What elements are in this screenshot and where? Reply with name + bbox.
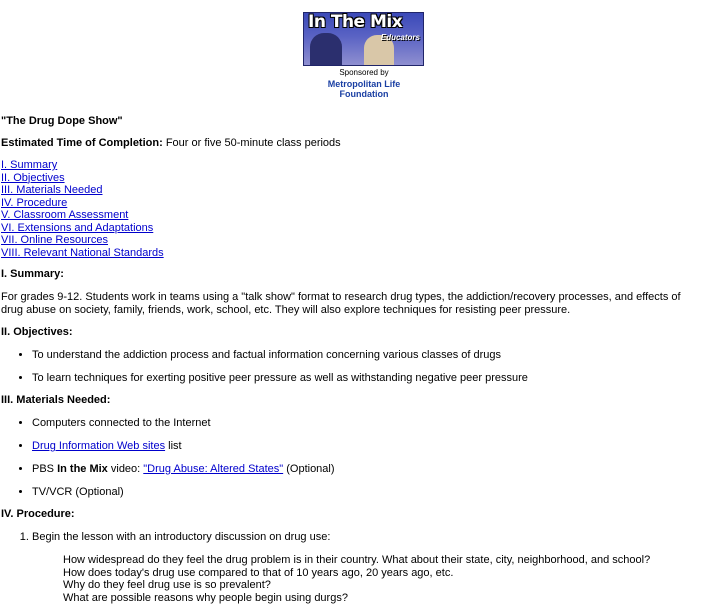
list-item: • Computers connected to the Internet bbox=[32, 417, 699, 430]
sponsor-logo[interactable] bbox=[300, 79, 428, 99]
list-item: • To learn techniques for exerting positive peer pressure as well as withstanding negative peer pressure bbox=[32, 372, 699, 385]
procedure-heading: IV. Procedure: bbox=[1, 508, 699, 521]
summary-text: For grades 9-12. Students work in teams using a "talk show" format to research drug types, the addiction/recovery processes, and effects of drug abuse on society, family, friends, work, school, etc. They will also explore techniques for resisting peer pressure. bbox=[1, 291, 699, 317]
item-text: (Optional) bbox=[283, 463, 334, 475]
toc-link-materials[interactable]: III. Materials Needed bbox=[1, 184, 699, 197]
objectives-heading: II. Objectives: bbox=[1, 326, 699, 339]
table-of-contents bbox=[1, 159, 699, 259]
question-item: What are possible reasons why people begin using durgs? bbox=[63, 592, 699, 604]
list-item: • TV/VCR (Optional) bbox=[32, 486, 699, 499]
sponsored-by-label: Sponsored by bbox=[300, 68, 428, 77]
toc-link-assessment[interactable]: V. Classroom Assessment bbox=[1, 209, 699, 222]
summary-heading: I. Summary: bbox=[1, 268, 699, 281]
estimated-time-label: Estimated Time of Completion: bbox=[1, 137, 163, 149]
toc-link-online-resources[interactable]: VII. Online Resources bbox=[1, 234, 699, 247]
logo-subtitle: Educators bbox=[381, 31, 420, 44]
procedure-step bbox=[32, 531, 699, 604]
toc-link-standards[interactable]: VIII. Relevant National Standards bbox=[1, 247, 699, 260]
sponsor-name-line2: Foundation bbox=[300, 89, 428, 99]
item-text: PBS bbox=[32, 463, 57, 475]
in-the-mix-logo[interactable] bbox=[303, 12, 424, 66]
drug-info-sites-link[interactable]: Drug Information Web sites bbox=[32, 440, 165, 452]
toc-link-extensions[interactable]: VI. Extensions and Adaptations bbox=[1, 222, 699, 235]
objectives-list bbox=[1, 349, 699, 385]
step-text: Begin the lesson with an introductory discussion on drug use: bbox=[32, 531, 330, 543]
toc-link-procedure[interactable]: IV. Procedure bbox=[1, 197, 699, 210]
list-item bbox=[32, 463, 699, 476]
estimated-time bbox=[1, 137, 699, 150]
item-text: list bbox=[165, 440, 182, 452]
banner-photo-person bbox=[310, 33, 342, 66]
list-item: • To understand the addiction process and factual information concerning various classes of drugs bbox=[32, 349, 699, 362]
show-name: In the Mix bbox=[57, 463, 108, 475]
question-item: How does today's drug use compared to that of 10 years ago, 20 years ago, etc. bbox=[63, 567, 699, 580]
sponsor-block bbox=[300, 68, 428, 99]
video-link[interactable]: "Drug Abuse: Altered States" bbox=[143, 463, 283, 475]
toc-link-summary[interactable]: I. Summary bbox=[1, 159, 699, 172]
materials-heading: III. Materials Needed: bbox=[1, 394, 699, 407]
procedure-list bbox=[1, 531, 699, 604]
question-item: Why do they feel drug use is so prevalent? bbox=[63, 579, 699, 592]
page-title: "The Drug Dope Show" bbox=[1, 115, 699, 128]
question-item: How widespread do they feel the drug problem is in their country. What about their state, city, neighborhood, and school? bbox=[63, 554, 699, 567]
discussion-questions bbox=[63, 554, 699, 604]
sponsor-name-line1: Metropolitan Life bbox=[300, 79, 428, 89]
toc-link-objectives[interactable]: II. Objectives bbox=[1, 172, 699, 185]
item-text: video: bbox=[108, 463, 143, 475]
estimated-time-value: Four or five 50-minute class periods bbox=[163, 137, 341, 149]
materials-list bbox=[1, 417, 699, 499]
lesson-content bbox=[1, 115, 699, 604]
logo-title: In The Mix bbox=[308, 12, 402, 32]
list-item bbox=[32, 440, 699, 453]
